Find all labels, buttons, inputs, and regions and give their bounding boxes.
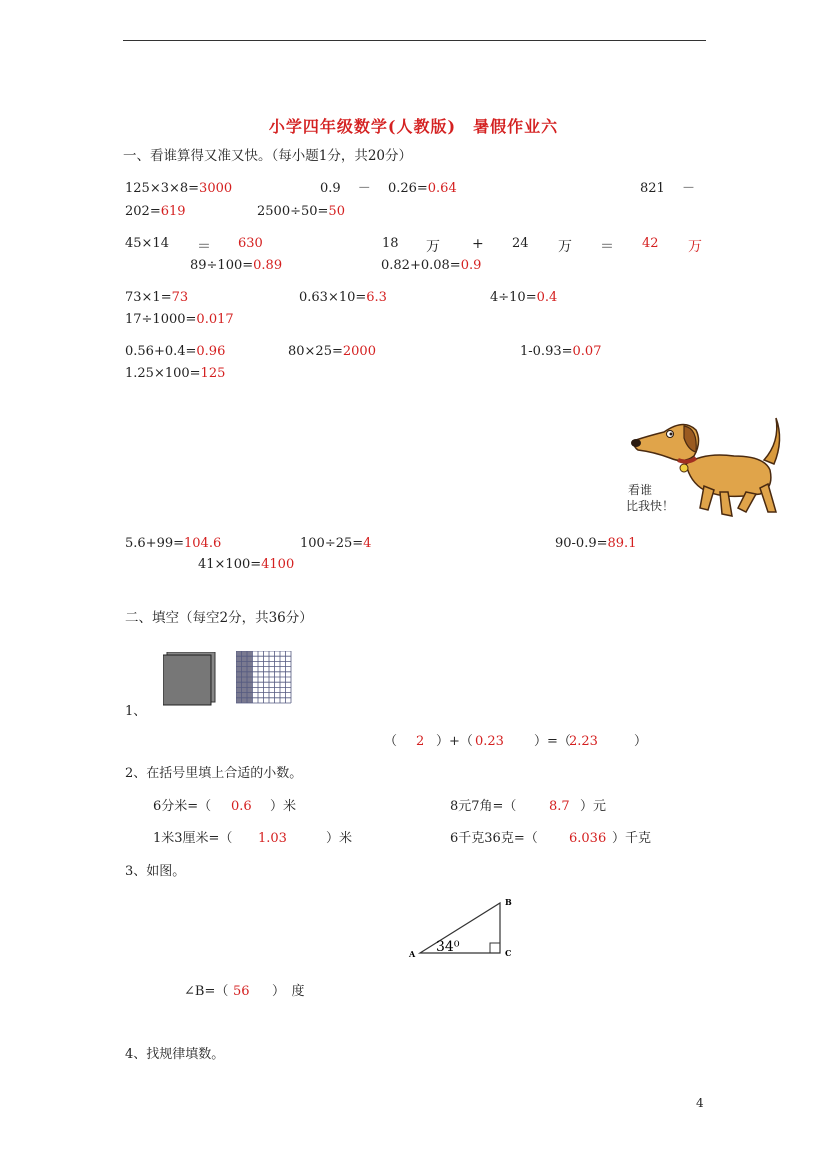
fill-blank: 1米3厘米=（ [153, 831, 233, 846]
answer-text: 2.23 [569, 734, 598, 749]
dog-caption: 看谁 [628, 483, 653, 497]
problem: 17÷1000=0.017 [125, 312, 234, 327]
answer-text: 42 [642, 236, 659, 251]
problem: 41×100=4100 [198, 557, 295, 572]
problem: 100÷25=4 [300, 536, 372, 551]
fill-blank: ） [634, 734, 648, 749]
problem: 0.9 － 0.26=0.64 [320, 181, 457, 196]
triangle-figure [404, 893, 524, 963]
problem-text: ＝ [197, 239, 211, 255]
problem: 90-0.9=89.1 [555, 536, 637, 551]
answer-text: 630 [238, 236, 263, 251]
answer-text: 2 [416, 734, 425, 749]
vertex-c-label: C [505, 948, 512, 958]
fill-blank: 6千克36克=（ [450, 831, 538, 846]
problem: 73×1=73 [125, 290, 189, 305]
fill-blank: ）+（ [436, 734, 473, 749]
problem-text: ＝ [600, 239, 614, 255]
page-number: 4 [696, 1096, 704, 1110]
fill-blank: 6分米=（ [153, 799, 212, 814]
problem-text: 24 [512, 236, 529, 251]
fill-blank: ∠B=（ [184, 984, 229, 999]
problem-text: 万 [558, 239, 572, 255]
fill-blank: ）千克 [612, 831, 652, 846]
dog-caption: 比我快！ [626, 499, 675, 513]
problem: 80×25=2000 [288, 344, 376, 359]
shaded-square-figure [163, 652, 217, 706]
angle-label: 34⁰ [436, 939, 460, 955]
problem-text: 万 [426, 239, 440, 255]
problem: 89÷100=0.89 [190, 258, 283, 273]
section2-heading: 二、填空（每空2分，共36分） [125, 610, 313, 626]
question-label: 1、 [125, 704, 147, 719]
vertex-a-label: A [409, 949, 416, 959]
problem: 4÷10=0.4 [490, 290, 558, 305]
fill-blank: 8元7角=（ [450, 799, 517, 814]
fill-blank: ）米 [270, 799, 297, 814]
problem: 1-0.93=0.07 [520, 344, 602, 359]
answer-text: 0.23 [475, 734, 504, 749]
fill-blank: ） 度 [272, 984, 305, 999]
dog-illustration [624, 412, 786, 522]
grid-square-figure [236, 651, 292, 705]
problem: 0.56+0.4=0.96 [125, 344, 226, 359]
section1-heading: 一、看谁算得又准又快。（每小题1分，共20分） [123, 148, 413, 164]
problem: 0.63×10=6.3 [299, 290, 387, 305]
problem: 2500÷50=50 [257, 204, 345, 219]
answer-text: 6.036 [569, 831, 607, 846]
problem: 821 － [640, 181, 695, 196]
problem: 202=619 [125, 204, 186, 219]
header-rule [123, 40, 706, 41]
page-title: 小学四年级数学(人教版) 暑假作业六 [268, 117, 559, 136]
fill-blank: （ [384, 734, 398, 749]
question-label: 3、如图。 [125, 864, 186, 879]
fill-blank: ）=（ [534, 734, 571, 749]
problem-text: + [472, 236, 484, 252]
answer-text: 0.6 [231, 799, 252, 814]
problem: 1.25×100=125 [125, 366, 226, 381]
fill-blank: ）元 [580, 799, 607, 814]
problem-text: 45×14 [125, 236, 169, 251]
answer-text: 1.03 [258, 831, 287, 846]
answer-text: 万 [688, 239, 702, 255]
question-label: 2、在括号里填上合适的小数。 [125, 766, 303, 781]
problem: 0.82+0.08=0.9 [381, 258, 482, 273]
answer-text: 8.7 [549, 799, 570, 814]
problem: 125×3×8=3000 [125, 181, 233, 196]
vertex-b-label: B [505, 897, 512, 907]
question-label: 4、找规律填数。 [125, 1047, 225, 1062]
answer-text: 56 [233, 984, 250, 999]
problem: 5.6+99=104.6 [125, 536, 222, 551]
problem-text: 18 [382, 236, 399, 251]
fill-blank: ）米 [326, 831, 353, 846]
